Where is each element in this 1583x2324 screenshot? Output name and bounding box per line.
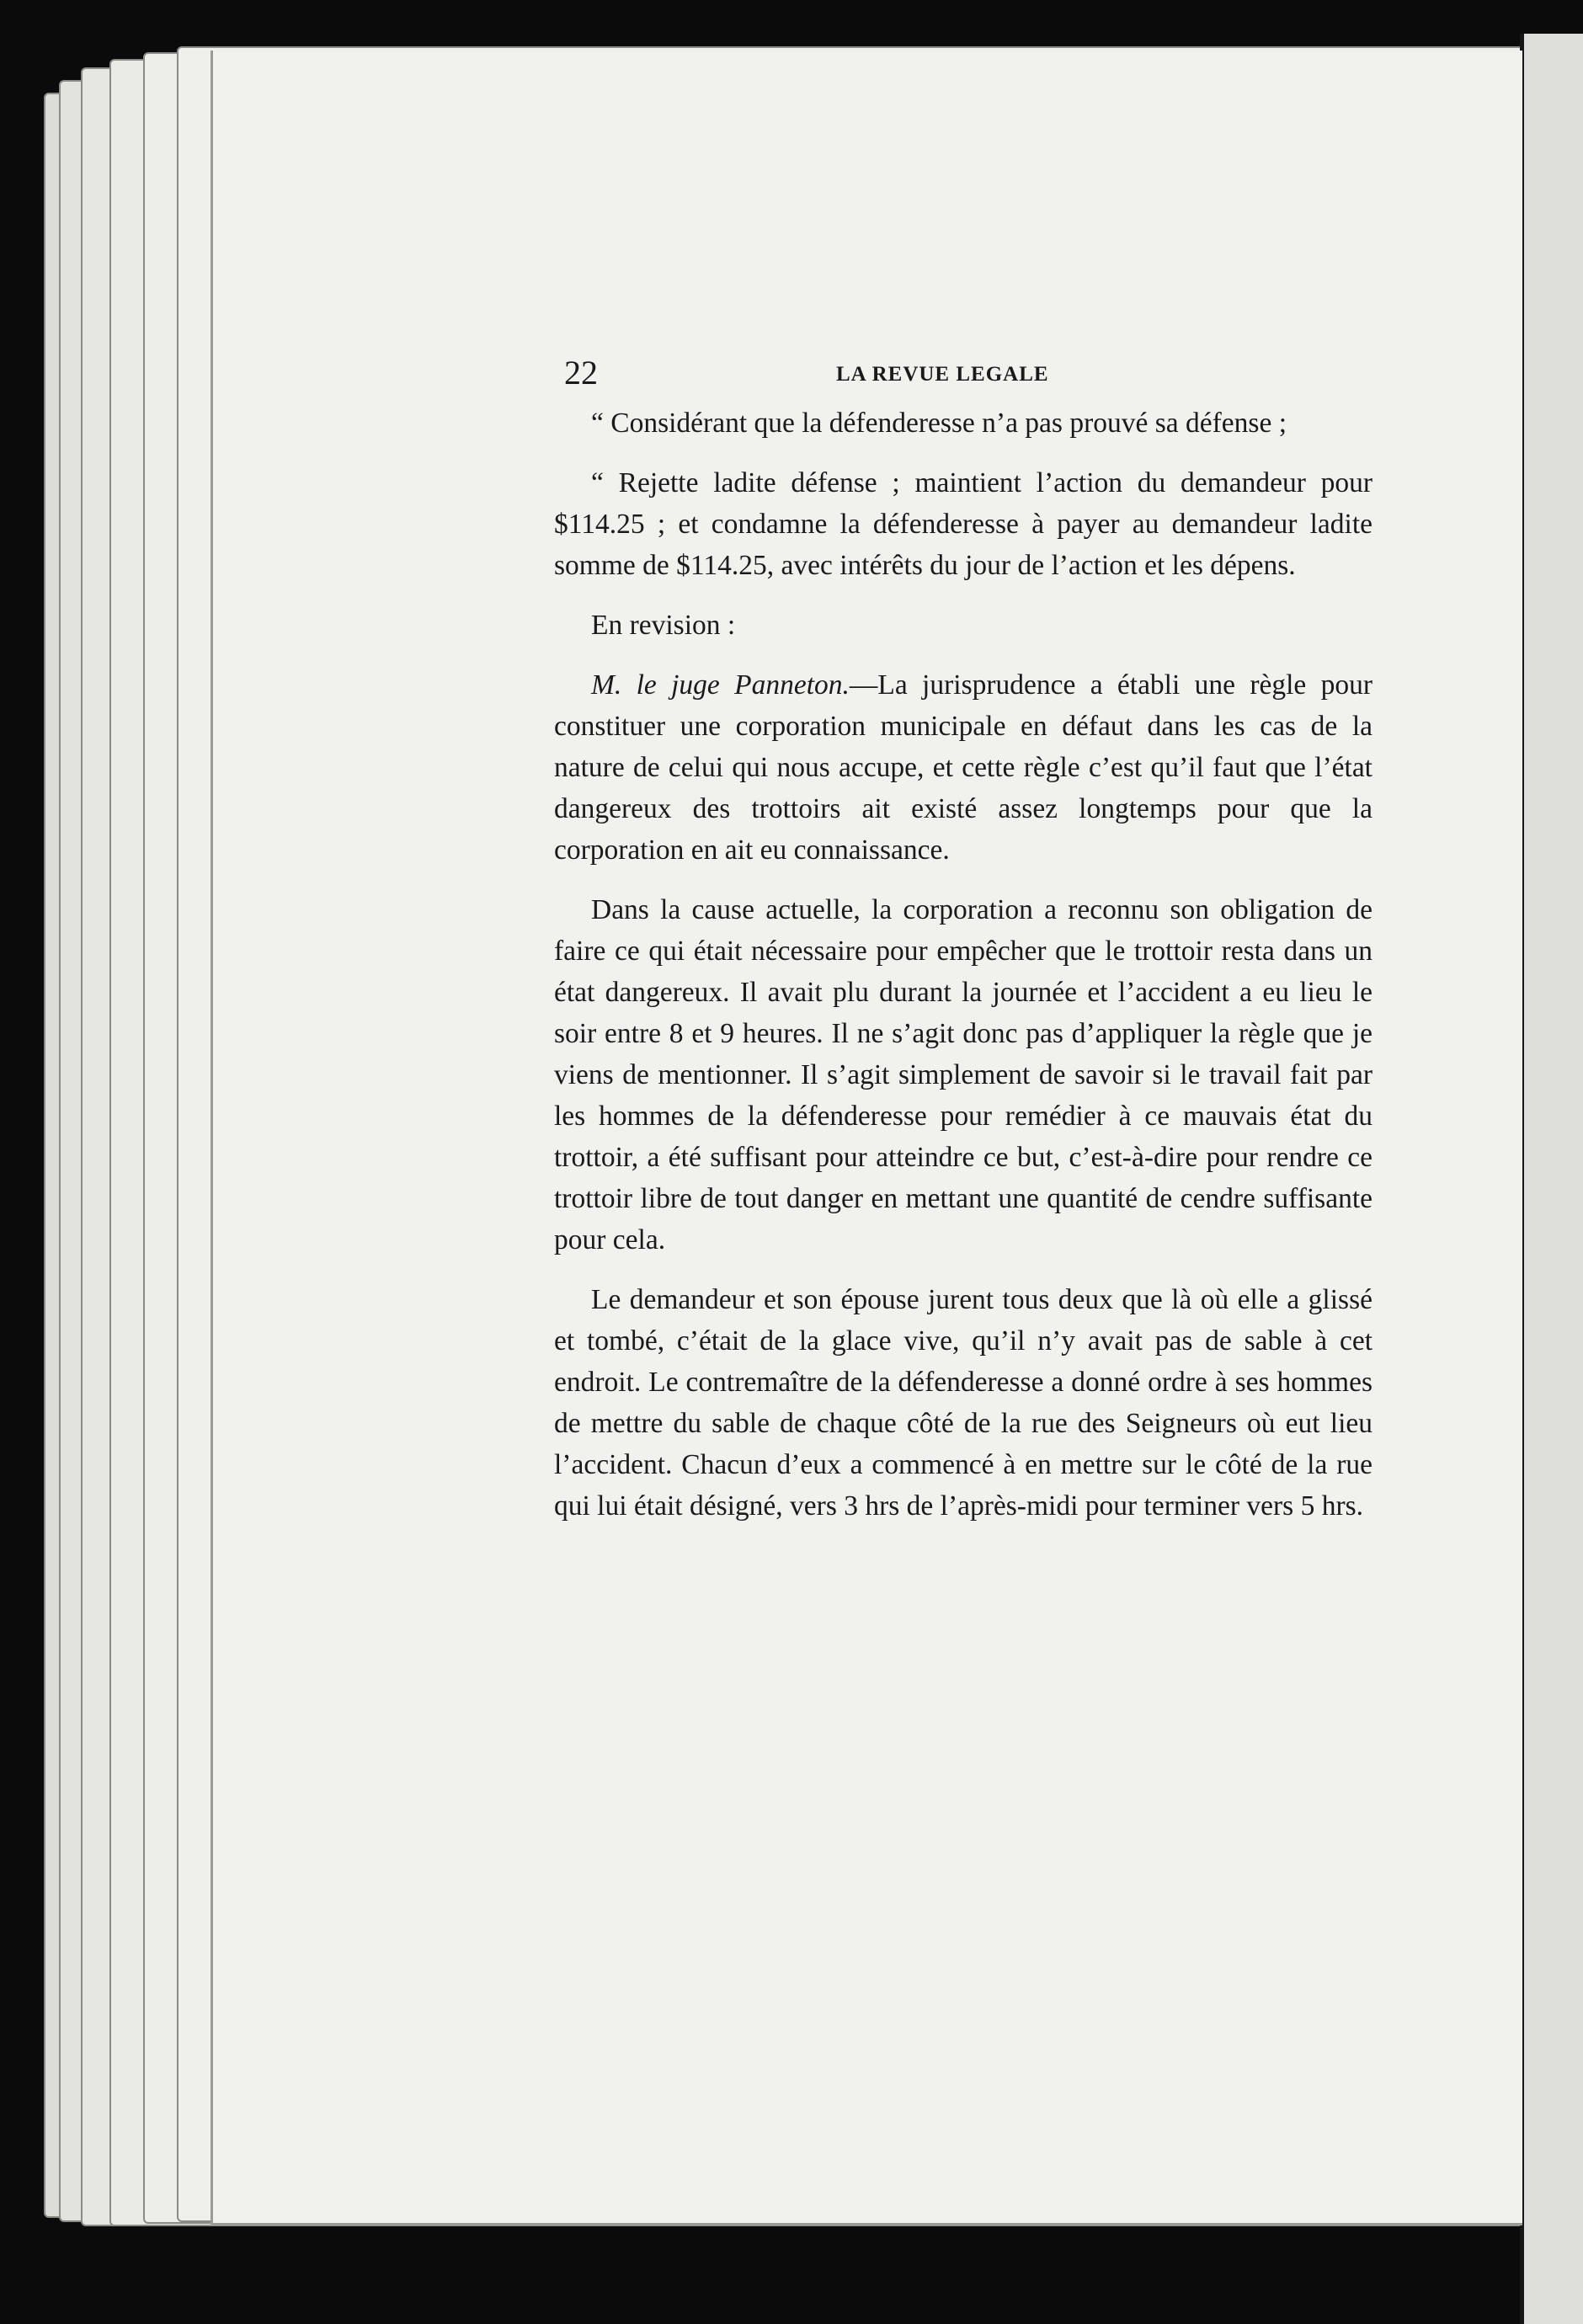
paragraph-judge-opinion	[554, 664, 1372, 871]
page-number: 22	[564, 354, 598, 392]
journal-title: LA REVUE LEGALE	[836, 363, 1049, 386]
paragraph-en-revision: En revision :	[591, 610, 736, 641]
judge-opinion-text: —La jurisprudence a établi une règle pour constituer une corporation municipale en défaut dans les cas de la nature de celui qui nous accupe, et cette règle c’est qu’il faut que l’état dangereux des trottoirs ait existé assez longtemps pour que la corporation en ait eu connaissance.	[554, 669, 1373, 866]
paragraph-cause-actuelle: Dans la cause actuelle, la corporation a reconnu son obligation de faire ce qui était nécessaire pour empêcher que le trottoir resta dans un état dangereux. Il avait plu durant la journée et l’accident a eu lieu le soir entre 8 et 9 heures. Il ne s’agit donc pas d’appliquer la règle que je viens de mentionner. Il s’agit simplement de savoir si le travail fait par les hommes de la défenderesse pour remédier à ce mauvais état du trottoir, a été suffisant pour atteindre ce but, c’est-à-dire pour rendre ce trottoir libre de tout danger en mettant une quantité de cendre suffisante pour cela.	[554, 894, 1372, 1255]
judge-name: M. le juge Panneton.	[591, 669, 850, 701]
page-content	[554, 352, 1372, 1545]
paragraph-demandeur: Le demandeur et son épouse jurent tous deux que là où elle a glissé et tombé, c’était de la glace vive, qu’il n’y avait pas de sable à cet endroit. Le contremaître de la défenderesse a donné ordre à ses hommes de mettre du sable de chaque côté de la rue des Seigneurs où eut lieu l’accident. Chacun d’eux a commencé à en mettre sur le côté de la rue qui lui était désigné, vers 3 hrs de l’après-midi pour terminer vers 5 hrs.	[554, 1284, 1372, 1522]
paragraph-rejette: “ Rejette ladite défense ; maintient l’action du demandeur pour $114.25 ; et condamne la défenderesse à payer au demandeur ladite somme de $114.25, avec intérêts du jour de l’action et les dépens.	[554, 467, 1372, 581]
running-head	[554, 352, 1372, 402]
paragraph-considerant: “ Considérant que la défenderesse n’a pas prouvé sa défense ;	[591, 408, 1287, 439]
facing-page-strip	[1520, 34, 1583, 2324]
